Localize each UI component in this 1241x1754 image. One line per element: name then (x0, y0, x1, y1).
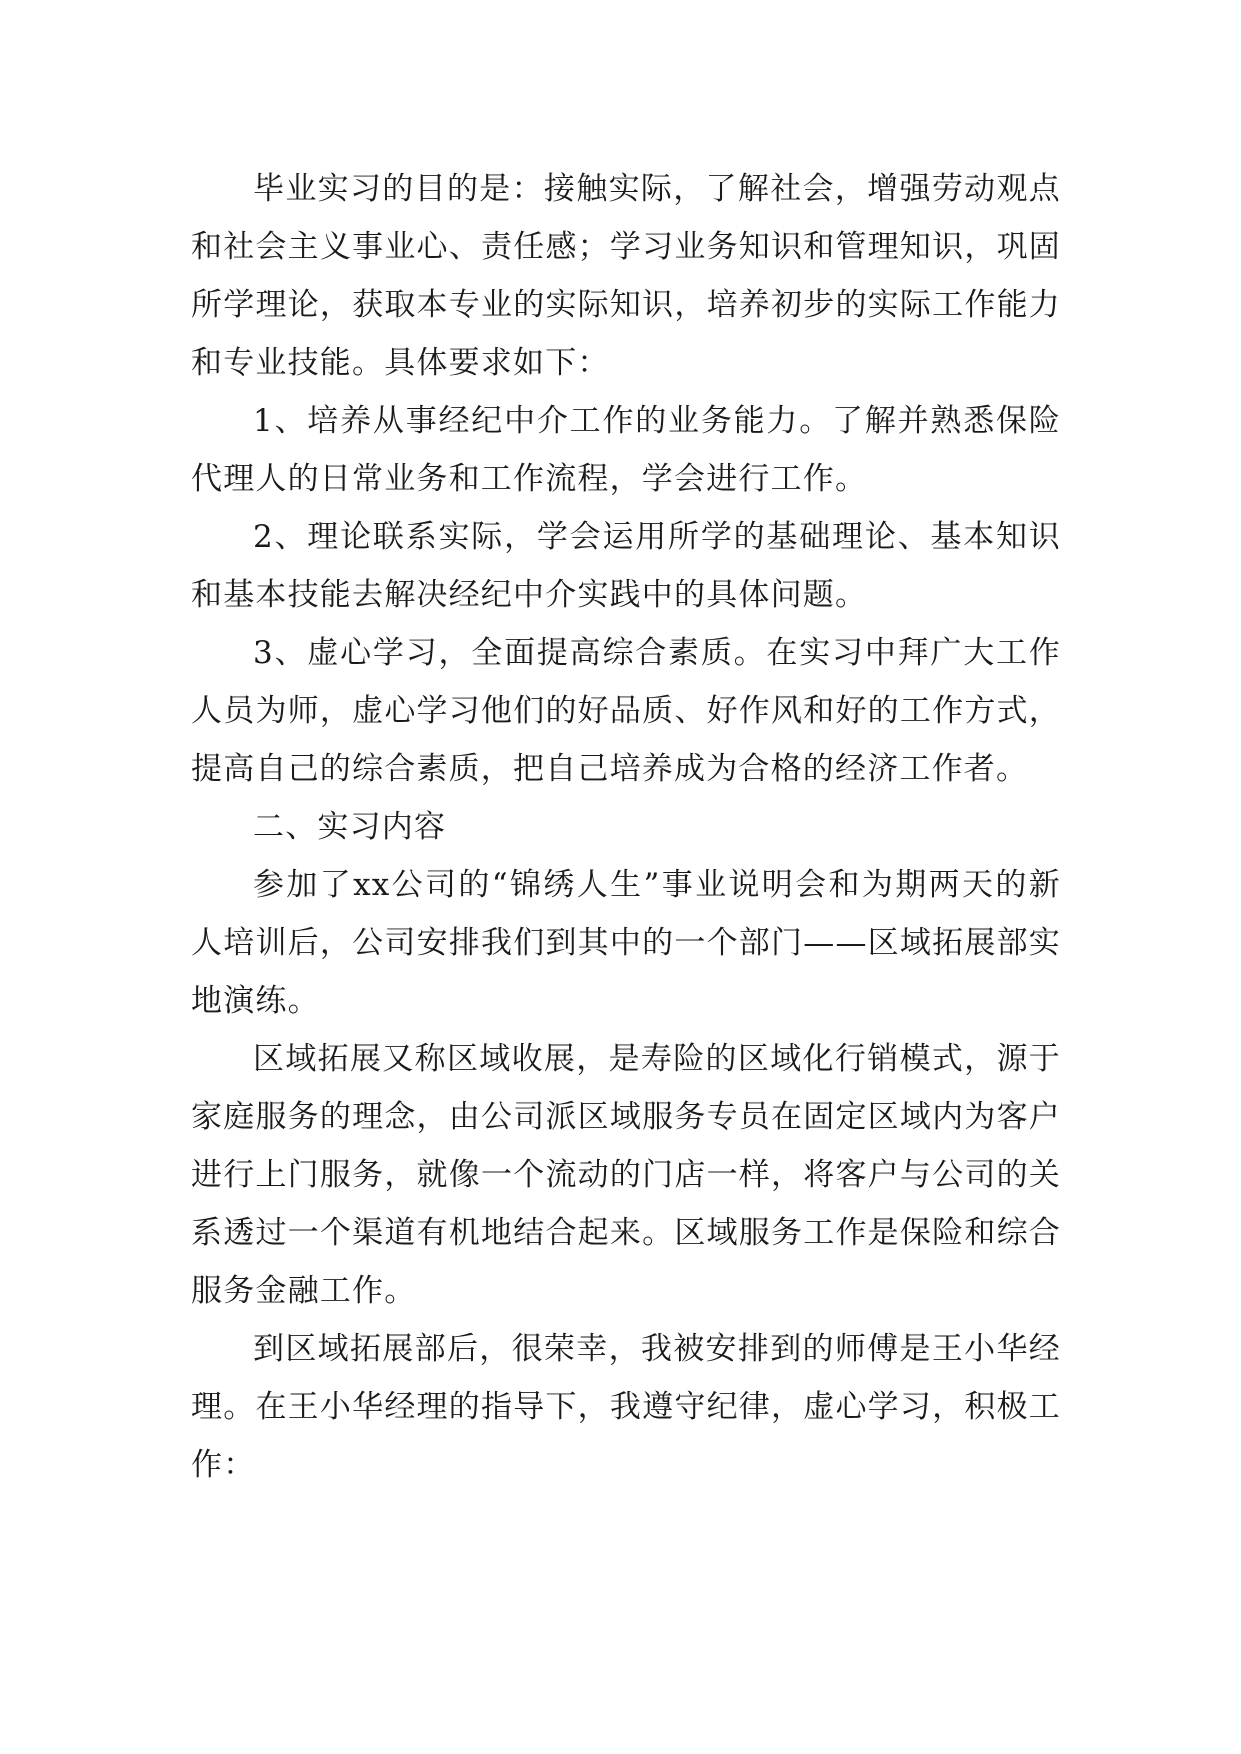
document-body (191, 160, 1061, 1494)
paragraph-purpose: 毕业实习的目的是：接触实际，了解社会，增强劳动观点和社会主义事业心、责任感；学习业务知识和管理知识，巩固所学理论，获取本专业的实际知识，培养初步的实际工作能力和专业技能。具体要求如下： (191, 171, 1061, 381)
paragraph-training: 参加了xx公司的“锦绣人生”事业说明会和为期两天的新人培训后，公司安排我们到其中的一个部门——区域拓展部实地演练。 (191, 867, 1061, 1019)
paragraph-requirement-1: 1、培养从事经纪中介工作的业务能力。了解并熟悉保险代理人的日常业务和工作流程，学会进行工作。 (191, 403, 1061, 497)
paragraph-regional-expansion: 区域拓展又称区域收展，是寿险的区域化行销模式，源于家庭服务的理念，由公司派区域服务专员在固定区域内为客户进行上门服务，就像一个流动的门店一样，将客户与公司的关系透过一个渠道有机地结合起来。区域服务工作是保险和综合服务金融工作。 (191, 1041, 1061, 1309)
paragraph-requirement-2: 2、理论联系实际，学会运用所学的基础理论、基本知识和基本技能去解决经纪中介实践中的具体问题。 (191, 519, 1061, 613)
paragraph-mentor: 到区域拓展部后，很荣幸，我被安排到的师傅是王小华经理。在王小华经理的指导下，我遵守纪律，虚心学习，积极工作： (191, 1331, 1061, 1483)
section-heading-internship-content: 二、实习内容 (253, 809, 447, 845)
paragraph-requirement-3: 3、虚心学习，全面提高综合素质。在实习中拜广大工作人员为师，虚心学习他们的好品质、好作风和好的工作方式，提高自己的综合素质，把自己培养成为合格的经济工作者。 (191, 635, 1061, 787)
